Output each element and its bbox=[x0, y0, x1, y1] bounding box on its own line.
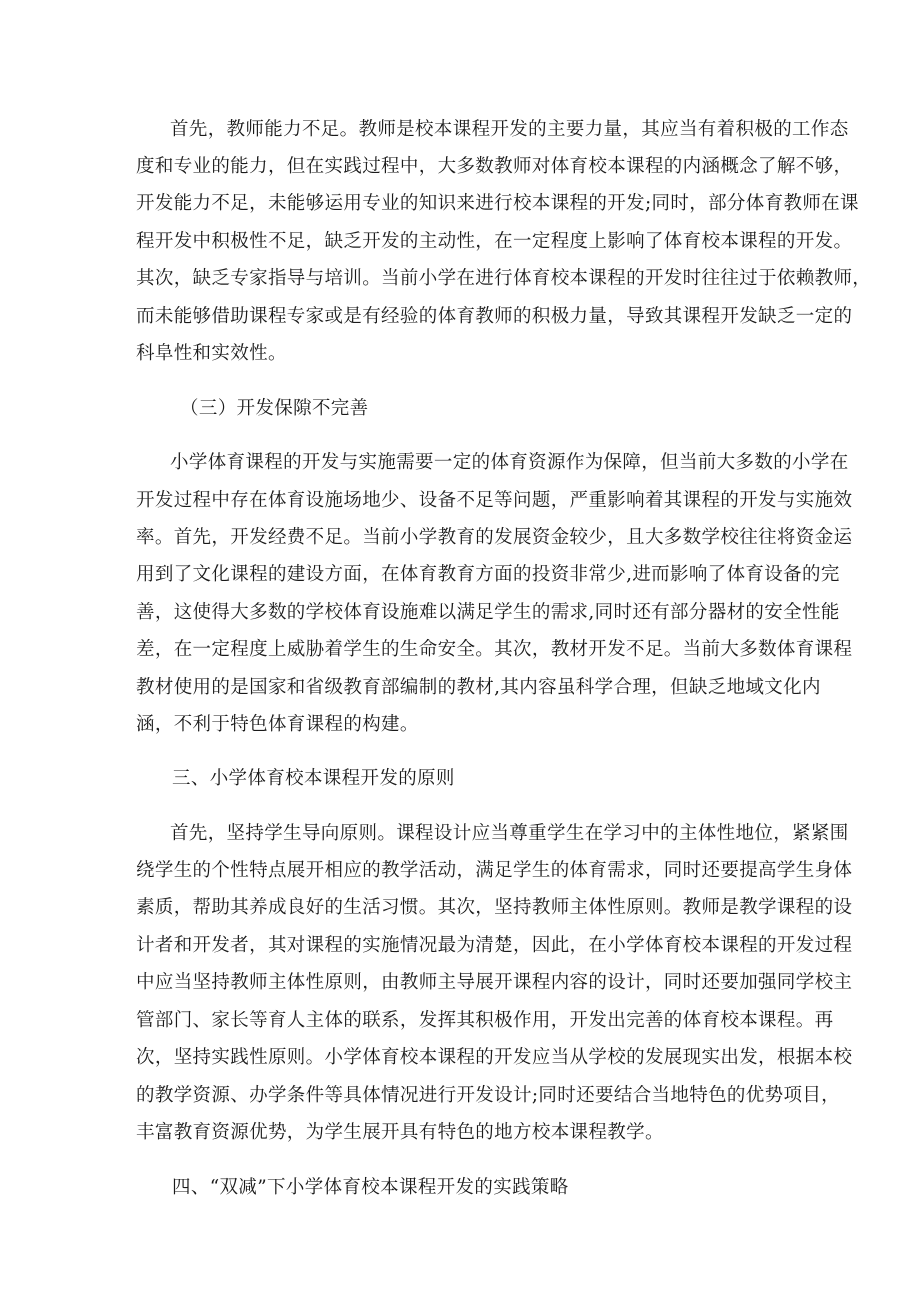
paragraph-2-line-1: 小学体育课程的开发与实施需要一定的体育资源作为保障，但当前大多数的小学在 bbox=[170, 452, 849, 473]
paragraph-1-line-1: 首先，教师能力不足。教师是校本课程开发的主要力量，其应当有着积极的工作态 bbox=[170, 119, 849, 140]
paragraph-1-line-6: 而未能够借助课程专家或是有经验的体育教师的积极力量，导致其课程开发缺乏一定的 bbox=[136, 306, 853, 327]
paragraph-2-line-3: 率。首先，开发经费不足。当前小学教育的发展资金较少，且大多数学校往往将资金运 bbox=[136, 527, 853, 548]
paragraph-1-line-3: 开发能力不足，未能够运用专业的知识来进行校本课程的开发;同时，部分体育教师在课 bbox=[136, 193, 859, 214]
paragraph-1-line-4: 程开发中积极性不足，缺乏开发的主动性，在一定程度上影响了体育校本课程的开发。 bbox=[136, 231, 853, 252]
paragraph-3-line-3: 素质，帮助其养成良好的生活习惯。其次，坚持教师主体性原则。教师是教学课程的设 bbox=[136, 897, 853, 918]
subheading-3: （三）开发保隙不完善 bbox=[180, 398, 369, 419]
paragraph-3-line-8: 的教学资源、办学条件等具体情况进行开发设计;同时还要结合当地特色的优势项目， bbox=[136, 1085, 841, 1106]
paragraph-3-line-9: 丰富教育资源优势，为学生展开具有特色的地方校本课程教学。 bbox=[136, 1122, 664, 1143]
paragraph-3-line-5: 中应当坚持教师主体性原则，由教师主导展开课程内容的设计，同时还要加强同学校主 bbox=[136, 972, 853, 993]
paragraph-2-line-5: 善，这使得大多数的学校体育设施难以满足学生的需求,同时还有部分器材的安全性能 bbox=[136, 602, 840, 623]
paragraph-2-line-6: 差，在一定程度上威胁着学生的生命安全。其次，教材开发不足。当前大多数体育课程 bbox=[136, 639, 853, 660]
paragraph-3-line-7: 次，坚持实践性原则。小学体育校本课程的开发应当从学校的发展现实出发，根据本校 bbox=[136, 1047, 853, 1068]
paragraph-2-line-8: 涵，不利于特色体育课程的构建。 bbox=[136, 714, 419, 735]
section-heading-3: 三、小学体育校本课程开发的原则 bbox=[172, 768, 455, 789]
paragraph-3-line-6: 管部门、家长等育人主体的联系，发挥其积极作用，开发出完善的体育校本课程。再 bbox=[136, 1010, 834, 1031]
paragraph-3-line-4: 计者和开发者，其对课程的实施情况最为清楚，因此，在小学体育校本课程的开发过程 bbox=[136, 935, 853, 956]
section-heading-4: 四、“双减”下小学体育校本课程开发的实践策略 bbox=[172, 1177, 569, 1198]
paragraph-1-line-5: 其次，缺乏专家指导与培训。当前小学在进行体育校本课程的开发时往往过于依赖教师， bbox=[136, 268, 872, 289]
paragraph-1-line-2: 度和专业的能力，但在实践过程中，大多数教师对体育校本课程的内涵概念了解不够， bbox=[136, 156, 853, 177]
paragraph-2-line-4: 用到了文化课程的建设方面，在体育教育方面的投资非常少,进而影响了体育设备的完 bbox=[136, 564, 840, 585]
paragraph-2-line-7: 教材使用的是国家和省级教育部编制的教材,其内容虽科学合理，但缺乏地域文化内 bbox=[136, 677, 821, 698]
paragraph-1-line-7: 科阜性和实效性。 bbox=[136, 343, 287, 364]
paragraph-3-line-1: 首先，坚持学生导向原则。课程设计应当尊重学生在学习中的主体性地位，紧紧围 bbox=[170, 823, 849, 844]
paragraph-2-line-2: 开发过程中存在体育设施场地少、设备不足等问题，严重影响着其课程的开发与实施效 bbox=[136, 490, 853, 511]
paragraph-3-line-2: 绕学生的个性特点展开相应的教学活动，满足学生的体育需求，同时还要提高学生身体 bbox=[136, 860, 853, 881]
